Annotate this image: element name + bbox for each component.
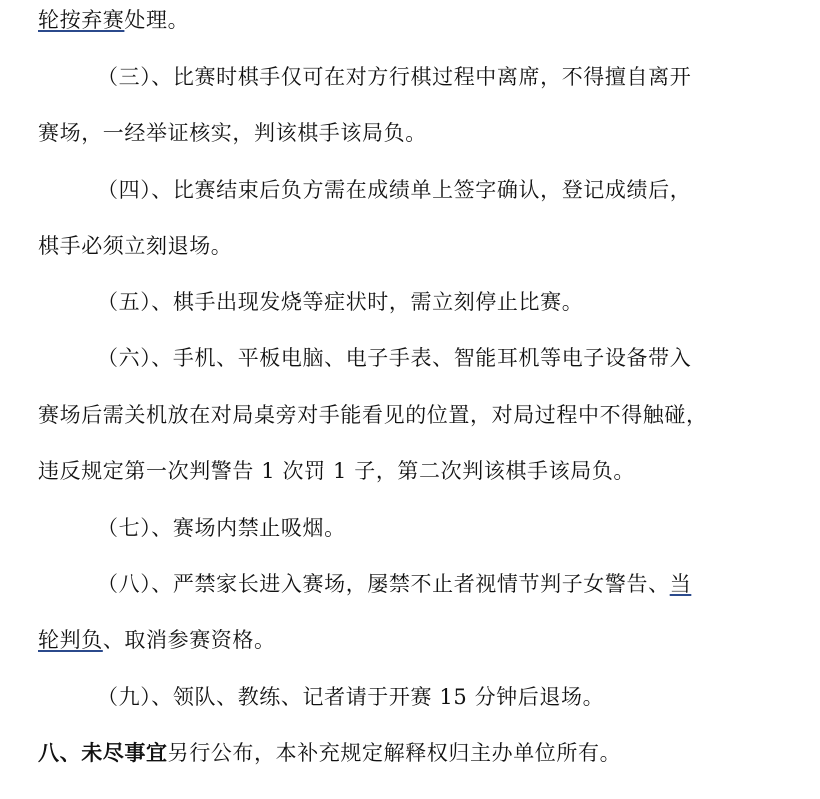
rule-item-3: （三）、比赛时棋手仅可在对方行棋过程中离席，不得擅自离开 xyxy=(97,65,692,89)
line-text: 另行公布，本补充规定解释权归主办单位所有。 xyxy=(167,741,622,765)
line-text: 处理。 xyxy=(124,8,190,32)
underlined-phrase: 轮判负 xyxy=(38,628,103,652)
rule-item-6-cont-2: 违反规定第一次判警告 1 次罚 1 子，第二次判该棋手该局负。 xyxy=(38,459,636,483)
line-text: （八）、严禁家长进入赛场，屡禁不止者视情节判子女警告、 xyxy=(97,572,670,596)
section-heading: 八、未尽事宜 xyxy=(38,740,168,765)
rule-item-5: （五）、棋手出现发烧等症状时，需立刻停止比赛。 xyxy=(97,290,584,314)
rule-item-4: （四）、比赛结束后负方需在成绩单上签字确认，登记成绩后， xyxy=(97,178,692,202)
rule-item-7: （七）、赛场内禁止吸烟。 xyxy=(97,516,346,540)
line-text: 、取消参赛资格。 xyxy=(102,628,276,652)
paragraph-line-1 xyxy=(38,8,189,32)
rule-item-4-cont: 棋手必须立刻退场。 xyxy=(38,234,233,258)
underlined-phrase: 轮按弃赛 xyxy=(38,8,125,32)
rule-item-6-cont-1: 赛场后需关机放在对局桌旁对手能看见的位置，对局过程中不得触碰， xyxy=(38,403,708,427)
rule-item-9: （九）、领队、教练、记者请于开赛 15 分钟后退场。 xyxy=(97,685,605,709)
rule-item-8 xyxy=(97,572,691,596)
rule-item-3-cont: 赛场，一经举证核实，判该棋手该局负。 xyxy=(38,121,427,145)
rule-item-8-cont xyxy=(38,628,276,652)
section-8-heading-line xyxy=(38,741,621,765)
underlined-phrase: 当 xyxy=(669,572,692,596)
rule-item-6: （六）、手机、平板电脑、电子手表、智能耳机等电子设备带入 xyxy=(97,346,692,370)
